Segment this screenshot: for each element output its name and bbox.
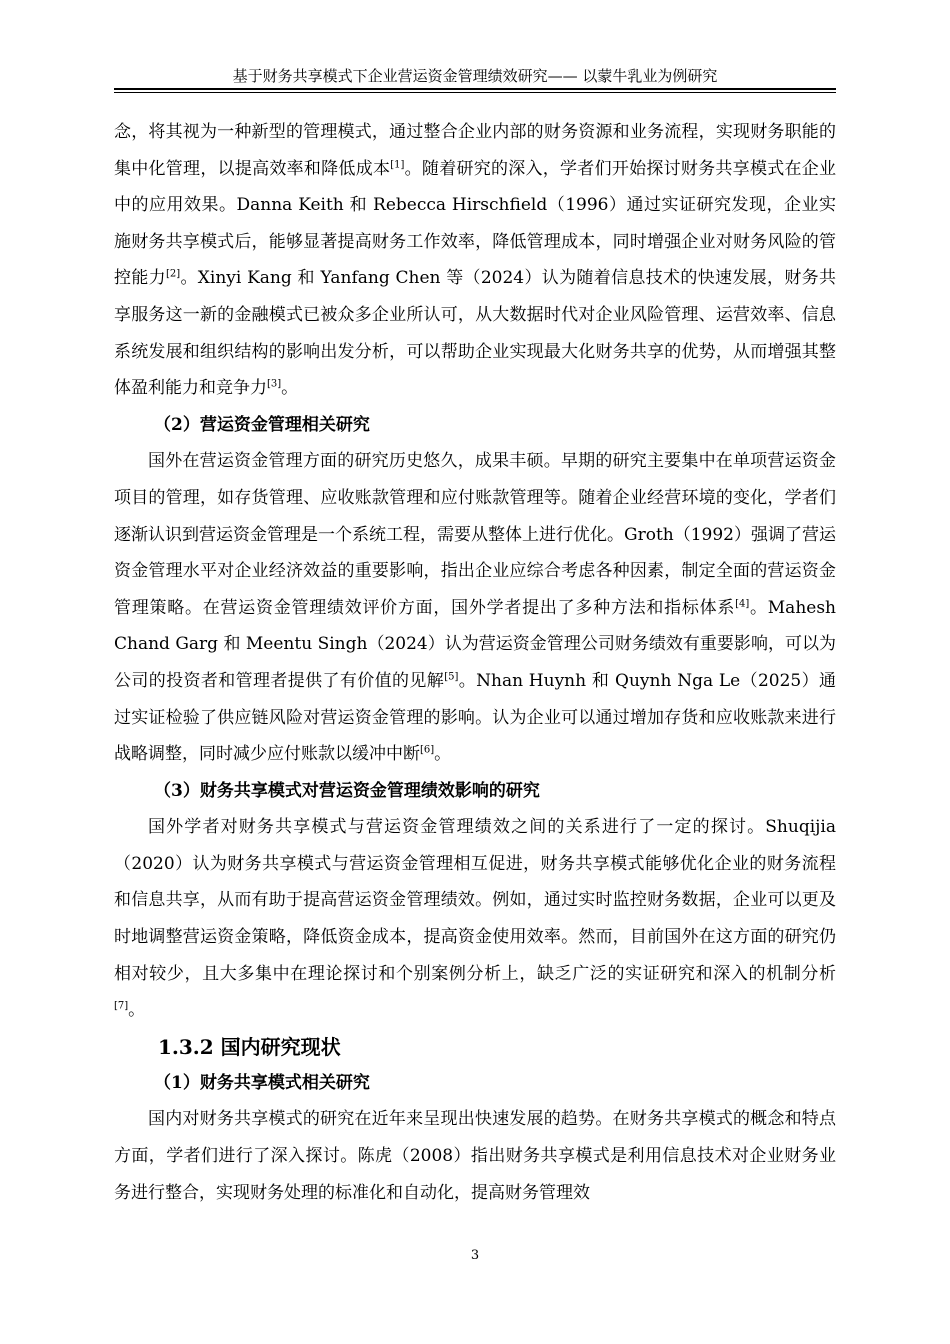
paragraph-text: 。: [128, 1000, 146, 1021]
paragraph-text: 。Xinyi Kang 和 Yanfang Chen 等（2024）认为随着信息技术的快速发展，财务共享服务这一新的金融模式已被众多企业所认可，从大数据时代对企业风险管理、运营效率、信息系统发展和组织结构的影响出发分析，可以帮助企业实现最大化财务共享的优势，从而增强其整体盈利能力和竞争力: [114, 268, 836, 399]
paragraph-text: 。Nhan Huynh 和 Quynh Nga Le（2025）通过实证检验了供应链风险对营运资金管理的影响。认为企业可以通过增加存货和应收账款来进行战略调整，同时减少应付账款以缓冲中断: [114, 670, 836, 765]
citation-ref: [3]: [267, 378, 282, 390]
paragraph-text: 国外在营运资金管理方面的研究历史悠久，成果丰硕。早期的研究主要集中在单项营运资金项目的管理，如存货管理、应收账款管理和应付账款管理等。随着企业经营环境的变化，学者们逐渐认识到营运资金管理是一个系统工程，需要从整体上进行优化。Groth（1992）强调了营运资金管理水平对企业经济效益的重要影响，指出企业应综合考虑各种因素，制定全面的营运资金管理策略。在营运资金管理绩效评价方面，国外学者提出了多种方法和指标体系: [114, 451, 836, 618]
running-header: 基于财务共享模式下企业营运资金管理绩效研究—— 以蒙牛乳业为例研究: [232, 67, 718, 85]
citation-ref: [6]: [420, 744, 435, 756]
paragraph-impact-foreign: [114, 809, 836, 1029]
citation-ref: [7]: [114, 1000, 129, 1012]
paragraph-text: 念，将其视为一种新型的管理模式，通过整合企业内部的财务资源和业务流程，实现财务职能的集中化管理，以提高效率和降低成本: [114, 122, 836, 179]
paragraph-text: 。Mahesh Chand Garg 和 Meentu Singh（2024）认为营运资金管理公司财务绩效有重要影响，可以为公司的投资者和管理者提供了有价值的见解: [114, 597, 836, 691]
paragraph-working-capital-foreign: [114, 443, 836, 772]
citation-ref: [2]: [165, 268, 181, 280]
paragraph-text: 。: [434, 744, 452, 765]
paragraph-text: 国外学者对财务共享模式与营运资金管理绩效之间的关系进行了一定的探讨。Shuqijia（2020）认为财务共享模式与营运资金管理相互促进，财务共享模式能够优化企业的财务流程和信息共享，从而有助于提高营运资金管理绩效。例如，通过实时监控财务数据，企业可以更及时地调整营运资金策略，降低资金成本，提高资金使用效率。然而，目前国外在这方面的研究仍相对较少，且大多集中在理论探讨和个别案例分析上，缺乏广泛的实证研究和深入的机制分析: [114, 817, 836, 984]
paragraph-financial-sharing-foreign: [114, 114, 836, 407]
section-heading-domestic: 1.3.2 国内研究现状: [158, 1034, 341, 1059]
subheading-financial-sharing-domestic: （1）财务共享模式相关研究: [154, 1072, 370, 1093]
page-number: 3: [470, 1248, 480, 1263]
citation-ref: [5]: [444, 671, 459, 683]
paragraph-text: 。: [281, 378, 299, 399]
citation-ref: [1]: [390, 158, 405, 170]
subheading-impact-research: （3）财务共享模式对营运资金管理绩效影响的研究: [154, 780, 540, 801]
subheading-working-capital-research: （2）营运资金管理相关研究: [154, 414, 370, 435]
citation-ref: [4]: [735, 598, 750, 610]
header-rule-thin: [114, 92, 836, 93]
paragraph-financial-sharing-domestic: [114, 1101, 836, 1211]
paragraph-text: 国内对财务共享模式的研究在近年来呈现出快速发展的趋势。在财务共享模式的概念和特点方面，学者们进行了深入探讨。陈虎（2008）指出财务共享模式是利用信息技术对企业财务业务进行整合，实现财务处理的标准化和自动化，提高财务管理效: [114, 1109, 836, 1203]
paragraph-text: 。随着研究的深入，学者们开始探讨财务共享模式在企业中的应用效果。Danna Keith 和 Rebecca Hirschfield（1996）通过实证研究发现，企业实施财务共享模式后，能够显著提高财务工作效率，降低管理成本，同时增强企业对财务风险的管控能力: [114, 158, 837, 289]
header-rule-thick: [114, 88, 836, 90]
page-body: [114, 114, 836, 1211]
